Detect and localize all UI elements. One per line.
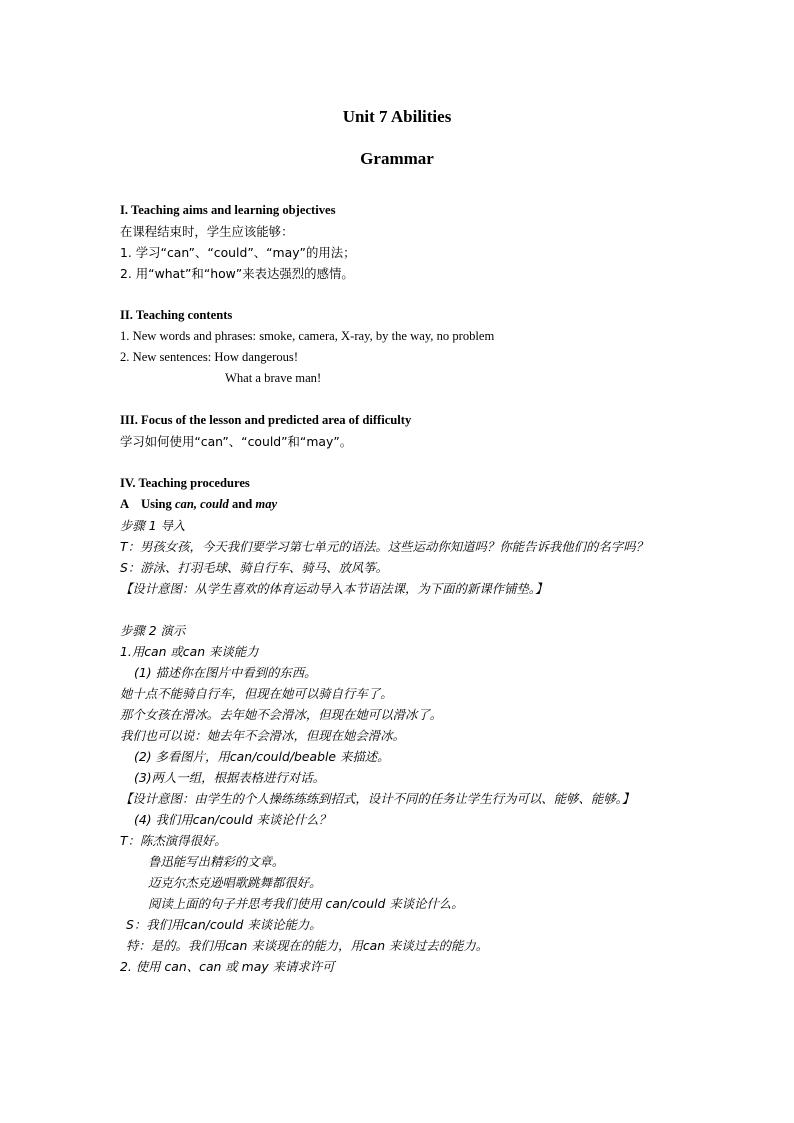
subsection-heading: [120, 494, 680, 515]
document-subtitle: Grammar: [360, 149, 434, 168]
subsection-and: and: [228, 497, 256, 511]
paragraph: 2. 使用 can、can 或 may 来请求许可: [120, 959, 335, 974]
paragraph: T：男孩女孩，今天我们要学习第七单元的语法。这些运动你知道吗？你能告诉我他们的名字吗？: [120, 539, 648, 554]
design-note: 【设计意图：由学生的个人操练练练到招式，设计不同的任务让学生行为可以、能够、能够。】: [120, 791, 635, 806]
paragraph: (3)两人一组，根据表格进行对话。: [134, 770, 326, 785]
paragraph: (1) 描述你在图片中看到的东西。: [134, 665, 317, 680]
paragraph: What a brave man!: [225, 371, 322, 385]
list-item: 1. 学习“can”、“could”、“may”的用法；: [120, 245, 356, 260]
paragraph: 1. New words and phrases: smoke, camera, X-ray, by the way, no problem: [120, 329, 495, 343]
paragraph: 那个女孩在滑冰。去年她不会滑冰，但现在她可以滑冰了。: [120, 707, 443, 722]
paragraph: 特：是的。我们用can 来谈现在的能力，用can 来谈过去的能力。: [126, 938, 489, 953]
paragraph: 在课程结束时，学生应该能够：: [120, 224, 294, 239]
document-title: Unit 7 Abilities: [342, 107, 452, 126]
paragraph: 鲁迅能写出精彩的文章。: [148, 854, 285, 869]
paragraph: 学习如何使用“can”、“could”和“may”。: [120, 434, 353, 449]
section-heading: I. Teaching aims and learning objectives: [120, 203, 336, 217]
paragraph: 她十点不能骑自行车，但现在她可以骑自行车了。: [120, 686, 393, 701]
paragraph: S：游泳、打羽毛球、骑自行车、骑马、放风筝。: [120, 560, 389, 575]
paragraph: (4) 我们用can/could 来谈论什么？: [134, 812, 331, 827]
section-heading: II. Teaching contents: [120, 308, 233, 322]
paragraph: 2. New sentences: How dangerous!: [120, 350, 299, 364]
paragraph: 阅读上面的句子并思考我们使用 can/could 来谈论什么。: [148, 896, 464, 911]
document-body: [120, 200, 680, 977]
list-item: 2. 用“what”和“how”来表达强烈的感情。: [120, 266, 354, 281]
paragraph: 我们也可以说：她去年不会滑冰，但现在她会滑冰。: [120, 728, 405, 743]
step-heading: 步骤 1 导入: [120, 518, 186, 533]
paragraph: 迈克尔杰克逊唱歌跳舞都很好。: [148, 875, 322, 890]
paragraph: (2) 多看图片，用can/could/beable 来描述。: [134, 749, 390, 764]
paragraph: S：我们用can/could 来谈论能力。: [126, 917, 322, 932]
subsection-emphasis: can, could: [174, 497, 229, 511]
step-heading: 步骤 2 演示: [120, 623, 186, 638]
subsection-prefix: A Using: [120, 497, 175, 511]
design-note: 【设计意图：从学生喜欢的体育运动导入本节语法课，为下面的新课作铺垫。】: [120, 581, 548, 596]
subsection-emphasis-may: may: [255, 497, 278, 511]
section-heading: III. Focus of the lesson and predicted area of difficulty: [120, 413, 412, 427]
section-heading: IV. Teaching procedures: [120, 476, 250, 490]
paragraph: T：陈杰演得很好。: [120, 833, 227, 848]
paragraph: 1.用can 或can 来谈能力: [120, 644, 259, 659]
